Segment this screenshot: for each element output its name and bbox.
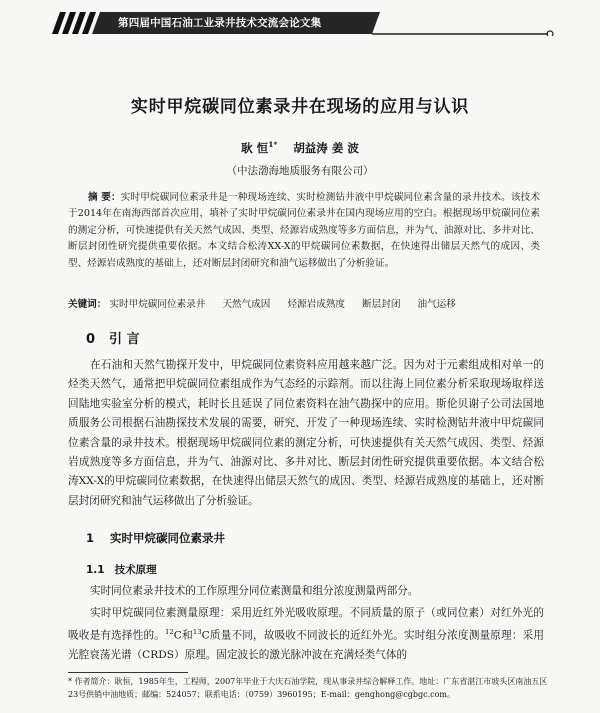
keyword: 实时甲烷碳同位素录井 (109, 299, 206, 310)
principle-part-1: 实时甲烷碳同位素测量原理：采用近红外光吸收原理。不同质量的原子（或同位素）对红外光的吸收是有选择性的。 (68, 607, 544, 642)
author-line (0, 140, 600, 156)
abstract-text: 实时甲烷碳同位素录井是一种现场连续、实时检测钻井液中甲烷碳同位素含量的录井技术。该技术于2014年在南海西部首次应用，填补了实时甲烷碳同位素录井在国内现场应用的空白。根据现场甲烷碳同位素的测定分析，可快速提供有关天然气成因、类型、烃源岩成熟度等多方面信息，并为气、油源对比、多井对比、断层封闭性研究提供重要依据。本文结合松涛XX-X的甲烷碳同位素数据，在快速得出储层天然气的成因、类型、烃源岩成熟度的基础上，还对断层封闭研究和油气运移做出了分析验证。 (68, 192, 541, 269)
section-heading-1 (86, 530, 241, 546)
keyword: 油气运移 (417, 299, 456, 310)
subsection-number: 1.1 (86, 564, 105, 576)
keyword: 天然气成因 (222, 299, 271, 310)
subsection-title: 技术原理 (114, 564, 157, 576)
section-title: 引 言 (109, 332, 140, 347)
principle-part-2: C质量不同，故吸收不同波长的近红外光。实时组分浓度测量原理：采用光腔衰荡光谱（CRDS）原理。固定波长的激光脉冲波在充满烃类气体的 (68, 629, 544, 662)
abstract (68, 190, 540, 272)
section-number: 1 (86, 531, 95, 545)
footnote-rule (68, 672, 188, 673)
keywords-label: 关键词： (68, 299, 107, 310)
intro-paragraph: 在石油和天然气勘探开发中，甲烷碳同位素资料应用越来越广泛。因为对于元素组成相对单一的烃类天然气，通常把甲烷碳同位素组成作为气态经的示踪剂。而以往海上同位素分析采取现场取样送回陆地实验室分析的模式，耗时长且延误了同位素资料在油气勘探中的应用。斯伦贝谢子公司法国地质服务公司根据石油勘探技术发展的需要，研究、开发了一种现场连续、实时检测钻井液中甲烷碳同位素含量的录井技术。根据现场甲烷碳同位素的测定分析，可快速提供有关天然气成因、类型、烃源岩成熟度等多方面信息，并为气、油源对比、多井对比、断层封闭性研究提供重要依据。本文结合松涛XX-X的甲烷碳同位素数据，在快速得出储层天然气的成因、类型、烃源岩成熟度的基础上，还对断层封闭研究和油气运移做出了分析验证。 (68, 359, 544, 507)
author-name-1: 耿 恒 (241, 141, 269, 155)
section-heading-intro (86, 328, 154, 347)
section-number: 0 (86, 332, 96, 347)
footnote: * 作者简介：耿恒，1985年生，工程师，2007年毕业于大庆石油学院，现从事录井综合解释工作。地址：广东省湛江市坡头区南油五区23号供销中油地质；邮编：524057；联系电话：（0759）3960195；E-mail：genghong@cgbgc.com。 (68, 677, 548, 699)
section-title: 实时甲烷碳同位素录井 (110, 531, 226, 545)
keywords (68, 297, 548, 313)
paper-title: 实时甲烷碳同位素录井在现场的应用与认识 (130, 97, 470, 117)
subsection-heading-1-1 (86, 562, 167, 577)
principle-detail-paragraph (68, 604, 544, 666)
c12-superscript: 12 (165, 628, 174, 637)
header-band-text: 第四届中国石油工业录井技术交流会论文集 (118, 17, 322, 29)
c12-letter: C和 (173, 629, 193, 642)
author-names-2: 胡益涛 姜 波 (293, 141, 359, 155)
c13-superscript: 13 (192, 628, 202, 637)
abstract-label: 摘 要： (88, 192, 121, 203)
principle-paragraph: 实时同位素录井技术的工作原理分同位素测量和组分浓度测量两部分。 (90, 585, 419, 597)
keyword: 烃源岩成熟度 (287, 299, 346, 310)
affiliation: （中法渤海地质服务有限公司） (226, 165, 374, 177)
author-mark: 1* (268, 140, 278, 150)
keyword: 断层封闭 (362, 299, 401, 310)
